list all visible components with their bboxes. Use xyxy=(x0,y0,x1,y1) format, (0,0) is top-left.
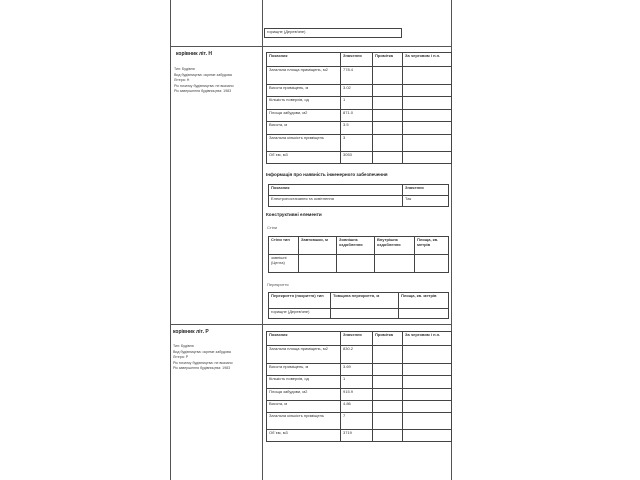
header-indicator: Показник xyxy=(267,332,341,346)
table-row xyxy=(267,413,452,430)
cell xyxy=(373,97,403,110)
cell: Площа забудови, м2 xyxy=(267,110,341,122)
left-border xyxy=(170,0,171,480)
table-row xyxy=(267,364,452,376)
cell: Загальна площа приміщень, м2 xyxy=(267,346,341,364)
cell: Кількість поверхів, од xyxy=(267,376,341,389)
cell: Висота приміщень, м xyxy=(267,364,341,376)
header-indicator: Показник xyxy=(267,53,341,67)
cell xyxy=(373,389,403,401)
cell xyxy=(403,364,452,376)
cell xyxy=(403,67,452,85)
cell xyxy=(299,255,337,273)
cell: Загальна кількість приміщень xyxy=(267,135,341,152)
top-table xyxy=(264,28,402,38)
cell xyxy=(373,364,403,376)
header-value: Значення xyxy=(341,332,373,346)
column-divider xyxy=(262,0,263,480)
block-r-title: корівник літ. Р xyxy=(173,329,209,335)
cell: 4.86 xyxy=(341,401,373,413)
block-r-meta-line: Вид будівництва: окреме забудова xyxy=(173,349,231,354)
cell xyxy=(399,309,449,319)
table-row xyxy=(267,122,452,135)
block-n-meta-line: Тип: Будівля xyxy=(174,67,195,71)
cell xyxy=(403,110,452,122)
document-page xyxy=(170,0,455,480)
cell: Висота, м xyxy=(267,401,341,413)
block-n-meta-line: Рік завершення будівництва: 1983 xyxy=(174,89,232,94)
block-r-meta xyxy=(173,344,233,372)
cell: Площа забудови, м2 xyxy=(267,389,341,401)
header-value: Значення xyxy=(403,185,449,196)
table-row xyxy=(269,196,449,207)
header-floor-thickness: Товщина перекриття, м xyxy=(331,293,399,309)
cell: Висота, м xyxy=(267,122,341,135)
cell xyxy=(403,85,452,97)
block-r-meta-line: Літера: Р xyxy=(173,355,189,360)
table-row xyxy=(267,430,452,442)
cell xyxy=(373,67,403,85)
table-row xyxy=(269,309,449,319)
header-floor-area: Площа, кв. метрів xyxy=(399,293,449,309)
engineering-table xyxy=(268,184,449,207)
block-r-meta-line: Рік завершення будівництва: 1983 xyxy=(173,366,231,371)
cell: 3053 xyxy=(341,152,373,164)
cell: 830.2 xyxy=(341,346,373,364)
cell: 3.5 xyxy=(341,122,373,135)
table-row xyxy=(267,152,452,164)
cell xyxy=(415,255,449,273)
cell: Висота приміщень, м xyxy=(267,85,341,97)
cell: Електропостачання та освітлення xyxy=(269,196,403,207)
cell xyxy=(403,122,452,135)
block-n-meta-line: Вид будівництва: окреме забудова xyxy=(174,72,232,77)
header-exterior: Зовнішнє оздоблення xyxy=(337,237,375,255)
cell xyxy=(403,430,452,442)
header-note: Примітка xyxy=(373,53,403,67)
cell xyxy=(373,430,403,442)
floors-table xyxy=(268,292,449,319)
cell xyxy=(373,135,403,152)
cell: зовнішні (Цегла) xyxy=(269,255,299,273)
header-interior: Внутрішнє оздоблення xyxy=(375,237,415,255)
top-table-cell: горищне (Дерев'яне) xyxy=(265,29,402,38)
cell xyxy=(403,346,452,364)
cell: 1 xyxy=(341,376,373,389)
cell xyxy=(373,122,403,135)
table-row xyxy=(267,401,452,413)
cell: Об`єм, м3 xyxy=(267,430,341,442)
cell xyxy=(373,85,403,97)
block-r-table xyxy=(266,331,452,442)
header-order: За черговим і п.н. xyxy=(403,332,452,346)
table-row xyxy=(267,67,452,85)
block-n-table xyxy=(266,52,452,164)
cell xyxy=(337,255,375,273)
cell xyxy=(373,110,403,122)
table-row xyxy=(267,135,452,152)
table-row xyxy=(267,376,452,389)
cell: Загальна кількість приміщень xyxy=(267,413,341,430)
table-row xyxy=(267,110,452,122)
header-area: Площа, кв. метрів xyxy=(415,237,449,255)
table-row xyxy=(269,255,449,273)
table-row xyxy=(267,389,452,401)
block-r-meta-line: Тип: Будівля xyxy=(173,344,194,348)
cell xyxy=(403,97,452,110)
header-thickness: Завтовшки, м xyxy=(299,237,337,255)
cell xyxy=(331,309,399,319)
block-n-separator xyxy=(170,46,451,47)
cell: Об`єм, м3 xyxy=(267,152,341,164)
cell xyxy=(373,346,403,364)
cell: Так xyxy=(403,196,449,207)
walls-label: Стіни xyxy=(267,225,278,230)
table-row xyxy=(267,346,452,364)
block-r-separator xyxy=(170,324,451,325)
cell: горищне (Дерев'яне) xyxy=(269,309,331,319)
header-floor-type: Перекриття (покриття) тип xyxy=(269,293,331,309)
cell xyxy=(375,255,415,273)
header-value: Значення xyxy=(341,53,373,67)
cell: Кількість поверхів, од xyxy=(267,97,341,110)
cell: 3.69 xyxy=(341,364,373,376)
engineering-title: Інформація про наявність інженерного забезпечення xyxy=(266,172,388,177)
cell: Загальна площа приміщень, м2 xyxy=(267,67,341,85)
cell xyxy=(373,401,403,413)
cell xyxy=(403,376,452,389)
cell: 1 xyxy=(341,97,373,110)
constructive-title: Конструктивні елементи xyxy=(266,212,322,217)
walls-table xyxy=(268,236,449,273)
cell: 7 xyxy=(341,413,373,430)
cell xyxy=(403,413,452,430)
header-order: За черговим і п.н. xyxy=(403,53,452,67)
header-indicator: Показник xyxy=(269,185,403,196)
cell: 915.9 xyxy=(341,389,373,401)
cell xyxy=(403,389,452,401)
table-row xyxy=(267,97,452,110)
block-n-meta-line: Літера: Н xyxy=(174,78,190,83)
header-note: Примітка xyxy=(373,332,403,346)
cell xyxy=(373,413,403,430)
block-n-meta-line: Рік початку будівництва: не вказано xyxy=(174,83,234,88)
block-n-meta xyxy=(174,67,234,95)
cell xyxy=(373,376,403,389)
table-row xyxy=(267,85,452,97)
header-wall-type: Стіни тип xyxy=(269,237,299,255)
block-r-meta-line: Рік початку будівництва: не вказано xyxy=(173,360,233,365)
cell xyxy=(403,135,452,152)
floors-label: Перекриття xyxy=(267,282,289,287)
cell xyxy=(373,152,403,164)
cell: 778.4 xyxy=(341,67,373,85)
cell: 871.0 xyxy=(341,110,373,122)
cell: 3719 xyxy=(341,430,373,442)
cell xyxy=(403,401,452,413)
cell: 3.02 xyxy=(341,85,373,97)
cell: 3 xyxy=(341,135,373,152)
block-n-title: корівник літ. Н xyxy=(176,51,212,57)
cell xyxy=(403,152,452,164)
